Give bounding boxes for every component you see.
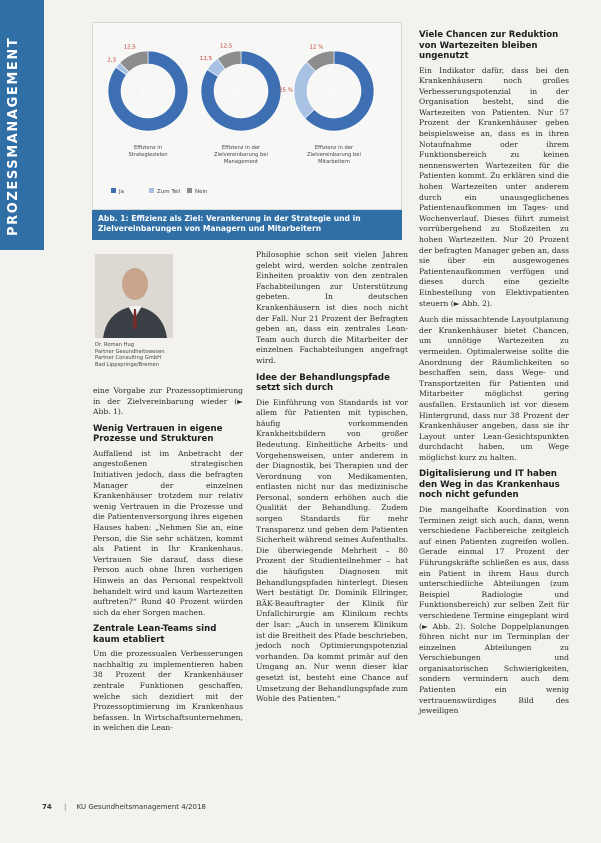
donut-3-label-2: 25 %: [279, 87, 294, 94]
col1-heading-2: Zentrale Lean-Teams sind kaum etabliert: [93, 624, 217, 645]
col2-paragraph-1: Philosophie schon seit vielen Jahren gelebt wird, werden solche zentralen Einheiten proaktiv von den zentralen Fachabteilungen zur Unterstützung gebeten. In deutschen Krankenhäusern ist dies noch nicht der Fall. Nur 21 Prozent der Befragten geben an, dass ein zentrales Lean-Team auch durch die Mitarbeiter der einzelnen Fachabteilungen angefragt wird.: [256, 250, 408, 365]
donut-2-title: Zielvereinbarung bei: [214, 152, 268, 158]
donut-2-label-3: 12,5: [220, 43, 233, 50]
author-location: Bad Lippspringe/Bremen: [95, 361, 159, 368]
legend-label-2: Zum Teil: [157, 189, 181, 195]
page-footer: [42, 803, 206, 811]
figure-caption: Abb. 1: Effizienz als Ziel: Verankerung in der Strategie und in Zielvereinbarungen von Managern und Mitarbeitern: [92, 210, 402, 240]
column-2: [256, 250, 408, 705]
journal-name: KU Gesundheitsmanagement 4/2018: [76, 803, 206, 811]
donut-3-title: Zielvereinbarung bei: [307, 152, 361, 158]
donut-1-center-value: 85 %: [141, 89, 155, 95]
donut-1-label-2: 2,3: [107, 57, 117, 64]
donut-3-label-3: 12 %: [309, 44, 324, 51]
donut-2-title: Management: [223, 159, 259, 165]
col2-heading-1: Idee der Behandlungspfade setzt sich durch: [256, 372, 390, 394]
donut-2-title: Effizienz in der: [221, 145, 261, 151]
col1-paragraph-1: eine Vorgabe zur Prozessoptimierung in der Zielvereinbarung wieder (► Abb. 1).: [93, 386, 243, 417]
col1-paragraph-2: Auffallend ist im Anbetracht der angestoßenen strategischen Initiativen jedoch, dass die befragten Manager der einzelnen Krankenhäuser trotzdem nur relativ wenig Vertrauen in die Prozesse und die Patientenversorgung ihres eigenen Hauses haben: „Nehmen Sie an, eine Person, die Sie sehr schätzen, kommt als Patient in Ihr Krankenhaus. Vertrauen Sie darauf, dass diese Person auch ohne Ihren vorherigen Hinweis an das Personal respektvoll behandelt wird und kaum Wartezeiten auftreten?“ Rund 40 Prozent würden sich da eher Sorgen machen.: [93, 448, 243, 617]
author-company: Partner Consulting GmbH: [95, 355, 161, 362]
legend-label-3: Nein: [195, 189, 208, 195]
donut-2-label-2: 12,5: [199, 56, 213, 63]
page-number: 74: [42, 803, 52, 811]
col3-heading-2: Digitalisierung und IT haben den Weg in das Krankenhaus noch nicht gefunden: [419, 469, 560, 501]
donut-3-slice-2: [294, 62, 316, 119]
legend-swatch-1: [111, 188, 116, 193]
footer-separator: |: [63, 803, 67, 811]
donut-3-center-value: 63 %: [327, 89, 341, 95]
section-title: PROZESSMANAGEMENT: [6, 36, 21, 236]
legend-swatch-2: [149, 188, 154, 193]
author-bio: [95, 342, 190, 368]
donut-3-title: Effizienz in der: [314, 145, 354, 151]
section-sidebar: [0, 0, 44, 250]
col3-paragraph-2: Auch die missachtende Layoutplanung der Krankenhäuser bietet Chancen, um unnötige Wartezeiten zu vermeiden. Optimalerweise sollte die Anordnung der Räumlichkeiten so beschaffen sein, dass Wege- und Transportzeiten für Patienten und Mitarbeiter möglichst gering ausfallen. Erstaunlich ist vor diesem Hintergrund, dass nur 38 Prozent der Krankenhäuser angeben, dass sie ihr Layout unter Lean-Gesichtspunkten durchdacht haben, um Wege möglichst kurz zu halten.: [419, 315, 569, 462]
donut-charts: [93, 23, 403, 211]
author-name: Dr. Roman Hug: [95, 342, 135, 348]
donut-3-title: Mitarbeitern: [318, 159, 350, 165]
column-1: [93, 386, 243, 734]
legend-swatch-3: [187, 188, 192, 193]
column-3: [419, 30, 569, 717]
col2-paragraph-2: Die Einführung von Standards ist vor allem für Patienten mit typischen, häufig vorkommenden Krankheitsbildern von großer Bedeutung. Einheitliche Arbeits- und Vorgehensweisen, unter anderem in der Diagnostik, bei Therapien und der Verordnung von Medikamenten, entlasten nicht nur das medizinische Personal, sondern erhöhen auch die Qualität der Behandlung. Zudem sorgen Standards für mehr Transparenz und geben dem Patienten Sicherheit während seines Aufenthalts. Die überwiegende Mehrheit – 80 Prozent der Studienteilnehmer – hat die häufigsten Diagnosen mit Behandlungspfaden hinterlegt. Diesen Wert bestätigt Dr. Dominik Ellringer, BÄK-Beauftragter der Klinik für Unfallchirurgie am Klinikum rechts der Isar: „Auch in unserem Klinikum ist die Breitheit des Pfade beschrieben, jedoch noch Optimierungspotenzial vorhanden. Da kommt primär auf den Umgang an. Nur wenn dieser klar gesetzt ist, besteht eine Chance auf Umsetzung der Behandlungspfade zum Wohle des Patienten.“: [256, 397, 408, 704]
donut-1-title: Effizienz in: [133, 145, 163, 151]
donut-1-title: Strategiezielen: [128, 152, 168, 158]
donut-chart-figure: [92, 22, 402, 210]
author-portrait: [95, 254, 173, 338]
col1-heading-1: Wenig Vertrauen in eigene Prozesse und Strukturen: [93, 423, 223, 445]
donut-2-center-value: 84 %: [234, 89, 248, 95]
col3-heading-1: Viele Chancen zur Reduktion von Wartezeiten bleiben ungenutzt: [419, 30, 559, 61]
donut-1-label-3: 12,5: [123, 44, 136, 51]
col3-paragraph-1: Ein Indikator dafür, dass bei den Krankenhäusern noch großes Verbesserungspotenzial in der Organisation besteht, sind die Wartezeiten von Patienten. Nur 57 Prozent der Krankenhäuser geben beispielsweise an, dass es in ihren Notaufnahme oder ihrem Funktionsbereich zu keinen nennenswerten Wartezeiten für die Patienten kommt. Zu erklären sind die hohen Wartezeiten unter anderem durch ein unausgeglichenes Patientenaufkommen im Tages- und Wochenverlauf. Dieses führt zumeist vorrübergehend zu Stoßzeiten zu hohen Wartezeiten. Nur 20 Prozent der befragten Manager geben an, dass sie über ein ausgewogenes Patientenaufkommen verfügen und dieses durch eine gezielte Einbestellung von Elektivpatienten steuern (► Abb. 2).: [419, 65, 569, 308]
col3-paragraph-3: Die mangelhafte Koordination von Terminen zeigt sich auch, dann, wenn verschiedene Fachbereiche zeitgleich auf einen Patienten zugreifen wollen. Gerade einmal 17 Prozent der Führungskräfte schließen es aus, dass ein Patient in ihrem Haus durch unterschiedliche Abteilungen (zum Beispiel Radiologie und Funktionsbereich) zur selben Zeit für verschiedene Termine eingeplant wird (► Abb. 2). Solche Doppelplanungen führen nicht nur im Terminplan der einzelnen Abteilungen zu Verschiebungen und organisatorischen Schwierigkeiten, sondern vermindern auch dem Patienten ein wenig vertrauenswürdiges Bild des jeweiligen: [419, 504, 569, 716]
author-role: Partner Gesundheitswesen: [95, 348, 165, 355]
legend-label-1: Ja: [119, 189, 124, 195]
col1-paragraph-3: Um die prozessualen Verbesserungen nachhaltig zu implementieren haben 38 Prozent der Krankenhäuser zentrale Funktionen geschaffen, welche sich dezidiert mit der Prozessoptimierung im Krankenhaus befassen. In Wirtschaftsunternehmen, in welchen die Lean-: [93, 649, 243, 733]
portrait-image: [95, 254, 173, 338]
